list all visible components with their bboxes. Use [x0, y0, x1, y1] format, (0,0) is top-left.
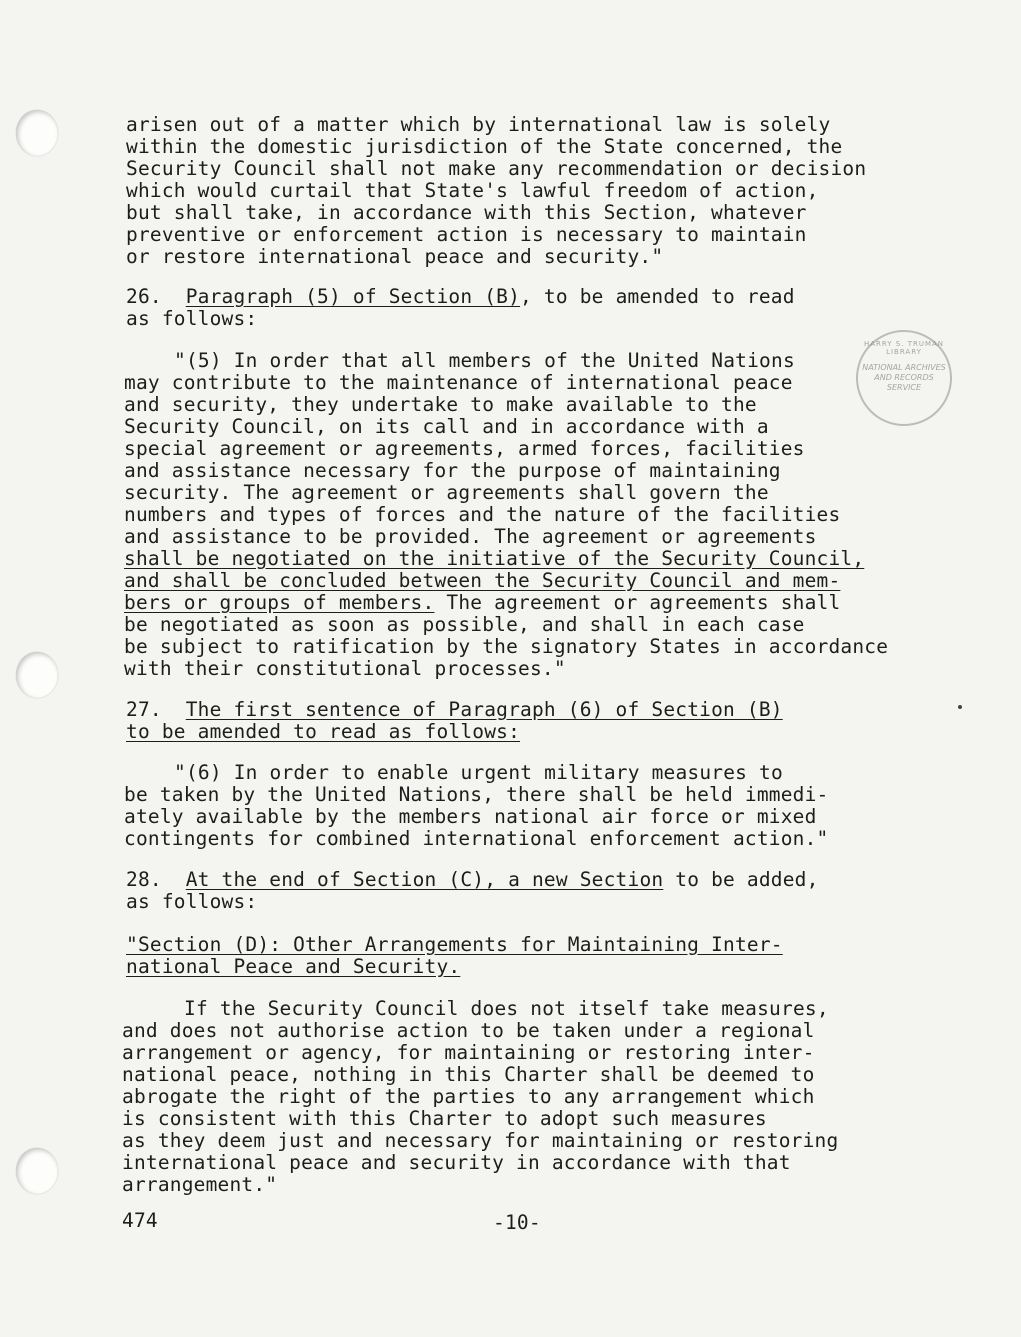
item-26-heading [126, 286, 795, 308]
underlined-text: national Peace and Security. [126, 955, 461, 978]
item-28-heading [126, 869, 819, 891]
quote-line: be subject to ratification by the signatory States in accordance [124, 635, 889, 658]
quote-line: and security, they undertake to make available to the [124, 393, 757, 416]
body-line: within the domestic jurisdiction of the State concerned, the [126, 135, 843, 158]
body-line: or restore international peace and security." [126, 245, 664, 268]
item-26-heading-underlined: Paragraph (5) of Section (B) [185, 285, 521, 308]
body-line: Security Council shall not make any recommendation or decision [126, 157, 867, 180]
mixed-line-rest: The agreement or agreements shall [434, 591, 841, 614]
body-line: arisen out of a matter which by international law is solely [126, 113, 831, 136]
document-number: 474 [122, 1209, 158, 1232]
archive-stamp [856, 330, 952, 426]
quote-line: "(5) In order that all members of the United Nations [174, 349, 795, 372]
page-number: -10- [493, 1211, 541, 1234]
body-line: arrangement." [122, 1173, 278, 1196]
quote-line: special agreement or agreements, armed forces, facilities [124, 437, 805, 460]
quote-line: be taken by the United Nations, there shall be held immedi- [124, 783, 829, 806]
quote-line: security. The agreement or agreements shall govern the [124, 481, 769, 504]
quote-line: may contribute to the maintenance of international peace [124, 371, 793, 394]
item-27-heading [126, 699, 783, 721]
quote-line: contingents for combined international enforcement action." [124, 827, 829, 850]
underlined-text: shall be negotiated on the initiative of the Security Council, [124, 547, 865, 570]
quote-line: and assistance to be provided. The agreement or agreements [124, 525, 817, 548]
underlined-line [124, 570, 840, 592]
body-line: national peace, nothing in this Charter shall be deemed to [122, 1063, 815, 1086]
body-line: abrogate the right of the parties to any arrangement which [122, 1085, 815, 1108]
underlined-text: and shall be concluded between the Security Council and mem- [124, 569, 841, 592]
quote-line: ately available by the members national air force or mixed [124, 805, 817, 828]
underlined-text: to be amended to read as follows: [126, 720, 521, 743]
body-line: arrangement or agency, for maintaining or restoring inter- [122, 1041, 815, 1064]
section-d-title-line2 [126, 956, 460, 978]
body-line: is consistent with this Charter to adopt such measures [122, 1107, 767, 1130]
body-line: but shall take, in accordance with this Section, whatever [126, 201, 807, 224]
quote-line: with their constitutional processes." [124, 657, 566, 680]
mixed-line [124, 592, 840, 614]
item-number: 28. [126, 868, 162, 891]
underlined-text: bers or groups of members. [124, 591, 435, 614]
punch-hole-top [16, 110, 58, 156]
body-line: and does not authorise action to be taken under a regional [122, 1019, 815, 1042]
stamp-center-text: NATIONAL ARCHIVES AND RECORDS SERVICE [862, 363, 946, 392]
punch-hole-middle [16, 652, 58, 698]
quote-line: numbers and types of forces and the nature of the facilities [124, 503, 841, 526]
item-26-heading-rest: , to be amended to read [520, 285, 795, 308]
stray-mark [958, 705, 962, 709]
underlined-text: "Section (D): Other Arrangements for Maintaining Inter- [126, 933, 783, 956]
item-number: 26. [126, 285, 162, 308]
item-27-heading-underlined: The first sentence of Paragraph (6) of Section (B) [185, 698, 783, 721]
punch-hole-bottom [16, 1148, 58, 1194]
body-line: as they deem just and necessary for maintaining or restoring [122, 1129, 839, 1152]
quote-line: Security Council, on its call and in accordance with a [124, 415, 769, 438]
quote-line: and assistance necessary for the purpose of maintaining [124, 459, 781, 482]
item-27-heading-line2 [126, 721, 520, 743]
quote-line: be negotiated as soon as possible, and shall in each case [124, 613, 805, 636]
body-line: If the Security Council does not itself take measures, [184, 997, 829, 1020]
body-line: preventive or enforcement action is necessary to maintain [126, 223, 807, 246]
item-28-heading-rest: to be added, [663, 868, 819, 891]
stamp-ring-text: HARRY S. TRUMAN LIBRARY [863, 340, 945, 356]
item-28-heading-underlined: At the end of Section (C), a new Section [185, 868, 664, 891]
item-28-heading-line2: as follows: [126, 890, 258, 913]
body-line: international peace and security in accordance with that [122, 1151, 791, 1174]
underlined-line [124, 548, 864, 570]
quote-line: "(6) In order to enable urgent military measures to [174, 761, 783, 784]
item-26-heading-line2: as follows: [126, 307, 258, 330]
body-line: which would curtail that State's lawful freedom of action, [126, 179, 819, 202]
section-d-title [126, 934, 783, 956]
item-number: 27. [126, 698, 162, 721]
